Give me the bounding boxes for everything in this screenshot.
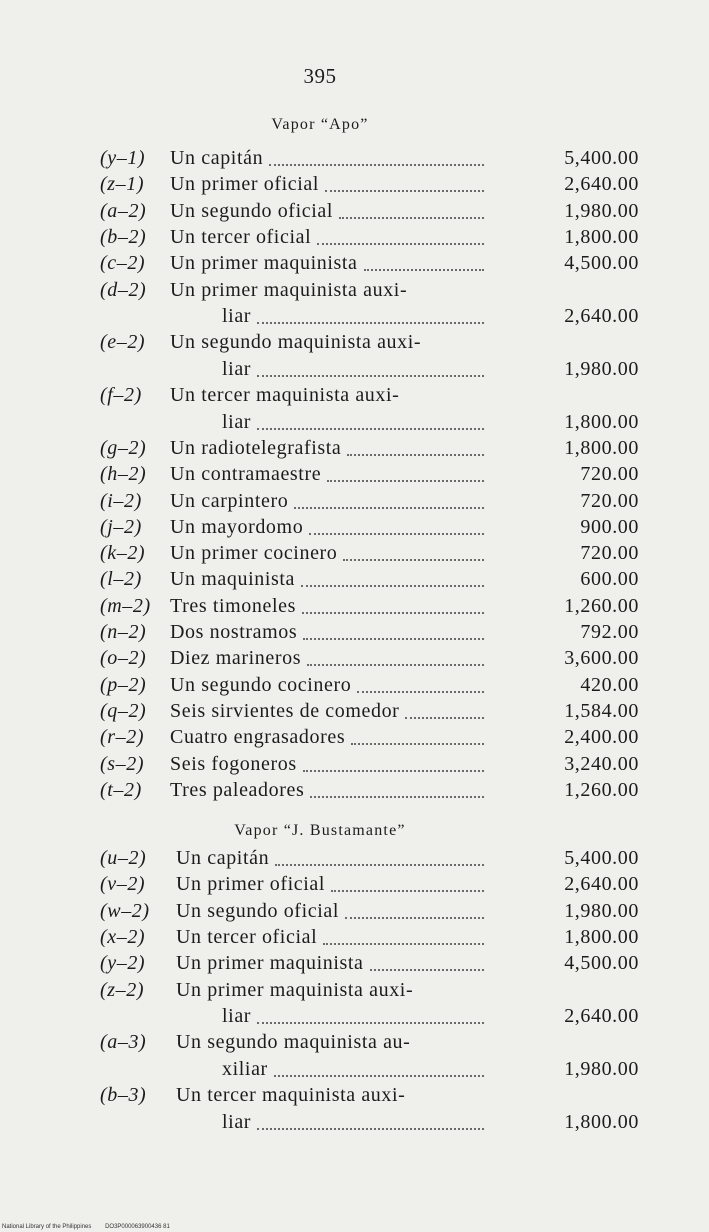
entry-code: (x–2) [100, 925, 146, 948]
entry-description: Un segundo oficial [170, 199, 333, 222]
entry-code: (r–2) [100, 726, 145, 749]
entry-amount: 2,400.00 [564, 726, 639, 749]
entry-amount: 1,260.00 [564, 594, 639, 617]
entry-amount: 720.00 [580, 542, 639, 565]
dot-leader [323, 943, 484, 945]
entry-row [100, 645, 639, 671]
entry-row [100, 198, 639, 224]
entry-description-continued: liar [222, 305, 252, 327]
entry-amount: 1,800.00 [564, 410, 639, 433]
entry-amount: 720.00 [580, 489, 639, 512]
entry-amount: 1,980.00 [564, 1057, 639, 1080]
entry-row [100, 950, 639, 976]
entry-code: (b–2) [100, 225, 147, 248]
entry-code: (t–2) [100, 778, 142, 801]
dot-leader [364, 269, 484, 271]
entry-code: (d–2) [100, 278, 147, 301]
dot-leader [357, 691, 484, 693]
section-title: Vapor “Apo” [271, 116, 369, 133]
entry-description: Un segundo cocinero [170, 673, 352, 696]
entry-description: Un capitán [170, 147, 264, 169]
entry-amount: 900.00 [580, 515, 639, 538]
entry-description: Un segundo maquinista au- [176, 1031, 411, 1054]
dot-leader [274, 1075, 484, 1077]
entry-row [100, 1082, 639, 1135]
entry-code: (u–2) [100, 847, 147, 869]
entry-row [100, 593, 639, 619]
entry-row [100, 672, 639, 698]
dot-leader [343, 559, 484, 561]
dot-leader [303, 638, 484, 640]
entry-amount: 1,800.00 [564, 925, 639, 948]
dot-leader [294, 507, 484, 509]
entry-code: (y–2) [100, 952, 146, 975]
dot-leader [317, 243, 484, 245]
entry-description: Un primer maquinista [176, 952, 364, 975]
dot-leader [257, 1022, 484, 1024]
entry-code: (z–2) [100, 978, 145, 1001]
entry-code: (k–2) [100, 542, 146, 565]
entry-row [100, 250, 639, 276]
entry-code: (a–3) [100, 1031, 147, 1054]
footer-library: National Library of the Philippines [2, 1224, 92, 1230]
entry-row [100, 171, 639, 197]
entry-row [100, 540, 639, 566]
dot-leader [351, 743, 484, 745]
entry-code: (q–2) [100, 699, 147, 722]
entry-row [100, 329, 639, 382]
entry-code: (e–2) [100, 331, 146, 354]
dot-leader [302, 612, 484, 614]
entry-amount: 2,640.00 [564, 305, 639, 327]
entry-code: (y–1) [100, 147, 146, 169]
entry-description-continued: liar [222, 357, 252, 380]
dot-leader [331, 890, 484, 892]
entry-amount: 1,980.00 [564, 199, 639, 222]
dot-leader [269, 164, 484, 166]
entry-description: Un tercer maquinista auxi- [170, 384, 400, 407]
entry-row [100, 977, 639, 1030]
entry-description: Un primer oficial [170, 173, 320, 196]
entry-row [100, 224, 639, 250]
entry-row [100, 777, 639, 803]
entry-row [100, 435, 639, 461]
entry-row [100, 871, 639, 897]
entry-row [100, 382, 639, 435]
entry-description: Seis sirvientes de comedor [170, 699, 400, 722]
dot-leader [370, 969, 484, 971]
entry-row [100, 145, 639, 171]
entry-description: Seis fogoneros [170, 752, 297, 775]
entry-description: Tres paleadores [170, 778, 305, 801]
entry-description: Un segundo maquinista auxi- [170, 331, 422, 354]
entry-amount: 1,800.00 [564, 225, 639, 248]
entry-description: Un tercer oficial [170, 225, 312, 248]
entry-description: Un capitán [176, 847, 270, 869]
entry-amount: 3,600.00 [564, 647, 639, 670]
dot-leader [345, 917, 484, 919]
entry-description: Un maquinista [170, 568, 296, 591]
entry-row [100, 845, 639, 871]
entry-amount: 1,980.00 [564, 899, 639, 922]
entry-amount: 420.00 [580, 673, 639, 696]
entry-description: Un primer maquinista auxi- [170, 278, 408, 301]
entry-code: (b–3) [100, 1084, 147, 1107]
entry-row [100, 277, 639, 330]
entry-row [100, 619, 639, 645]
dot-leader [339, 217, 484, 219]
entry-description: Diez marineros [170, 647, 302, 670]
entry-description: Un contramaestre [170, 463, 322, 486]
entry-amount: 3,240.00 [564, 752, 639, 775]
entry-row [100, 751, 639, 777]
entry-row [100, 488, 639, 514]
entry-amount: 5,400.00 [564, 847, 639, 869]
entry-amount: 720.00 [580, 463, 639, 486]
dot-leader [275, 864, 484, 866]
dot-leader [257, 322, 484, 324]
dot-leader [327, 480, 484, 482]
entry-amount: 792.00 [580, 621, 639, 643]
entry-description: Cuatro engrasadores [170, 726, 346, 749]
entry-description: Tres timoneles [170, 594, 296, 617]
entry-code: (a–2) [100, 199, 147, 222]
entry-row [100, 514, 639, 540]
footer-id: DO3P000063900436 81 [105, 1224, 170, 1230]
entry-row [100, 698, 639, 724]
entry-description-continued: liar [222, 410, 252, 433]
entry-amount: 4,500.00 [564, 252, 639, 275]
page-number: 395 [303, 64, 337, 88]
entry-description: Dos nostramos [170, 621, 298, 643]
entry-description: Un radiotelegrafista [170, 436, 342, 459]
entry-amount: 1,800.00 [564, 1110, 639, 1133]
entry-row [100, 566, 639, 592]
entry-amount: 1,980.00 [564, 357, 639, 380]
entry-code: (o–2) [100, 647, 147, 670]
entry-description: Un mayordomo [170, 515, 304, 538]
entry-amount: 1,800.00 [564, 436, 639, 459]
entry-code: (w–2) [100, 899, 150, 922]
entry-description: Un segundo oficial [176, 899, 339, 922]
entry-row [100, 1029, 639, 1082]
entry-amount: 2,640.00 [564, 873, 639, 896]
dot-leader [310, 796, 484, 798]
entry-row [100, 924, 639, 950]
entry-description: Un tercer maquinista auxi- [176, 1084, 406, 1107]
entry-code: (p–2) [100, 673, 147, 696]
entry-code: (g–2) [100, 436, 147, 459]
entry-code: (m–2) [100, 594, 151, 617]
entry-code: (s–2) [100, 752, 145, 775]
entry-code: (n–2) [100, 621, 147, 643]
entry-description: Un primer cocinero [170, 542, 338, 565]
entry-description: Un primer maquinista [170, 252, 358, 275]
entry-code: (h–2) [100, 463, 147, 486]
entry-code: (l–2) [100, 568, 142, 591]
entry-amount: 600.00 [580, 568, 639, 591]
entry-code: (v–2) [100, 873, 146, 896]
dot-leader [307, 664, 484, 666]
entry-code: (z–1) [100, 173, 145, 196]
dot-leader [309, 533, 484, 535]
entry-description: Un tercer oficial [176, 925, 318, 948]
entry-amount: 4,500.00 [564, 952, 639, 975]
entry-code: (j–2) [100, 515, 142, 538]
dot-leader [257, 1128, 484, 1130]
dot-leader [257, 375, 484, 377]
dot-leader [301, 585, 484, 587]
entry-code: (c–2) [100, 252, 146, 275]
entry-row [100, 898, 639, 924]
entry-description-continued: liar [222, 1110, 252, 1133]
entry-description: Un carpintero [170, 489, 289, 512]
entry-description: Un primer oficial [176, 873, 326, 896]
entry-amount: 1,584.00 [564, 699, 639, 722]
dot-leader [325, 190, 484, 192]
entry-amount: 5,400.00 [564, 147, 639, 169]
entry-amount: 1,260.00 [564, 778, 639, 801]
entry-description-continued: liar [222, 1005, 252, 1027]
dot-leader [257, 428, 484, 430]
entry-row [100, 724, 639, 750]
section-title: Vapor “J. Bustamante” [234, 822, 406, 839]
entry-code: (i–2) [100, 489, 142, 512]
entry-amount: 2,640.00 [564, 1005, 639, 1027]
footer [2, 1224, 182, 1230]
dot-leader [347, 454, 484, 456]
entry-code: (f–2) [100, 384, 142, 407]
entry-description: Un primer maquinista auxi- [176, 978, 414, 1001]
dot-leader [405, 717, 484, 719]
entry-description-continued: xiliar [222, 1057, 268, 1080]
dot-leader [303, 770, 484, 772]
entry-amount: 2,640.00 [564, 173, 639, 196]
entry-row [100, 461, 639, 487]
